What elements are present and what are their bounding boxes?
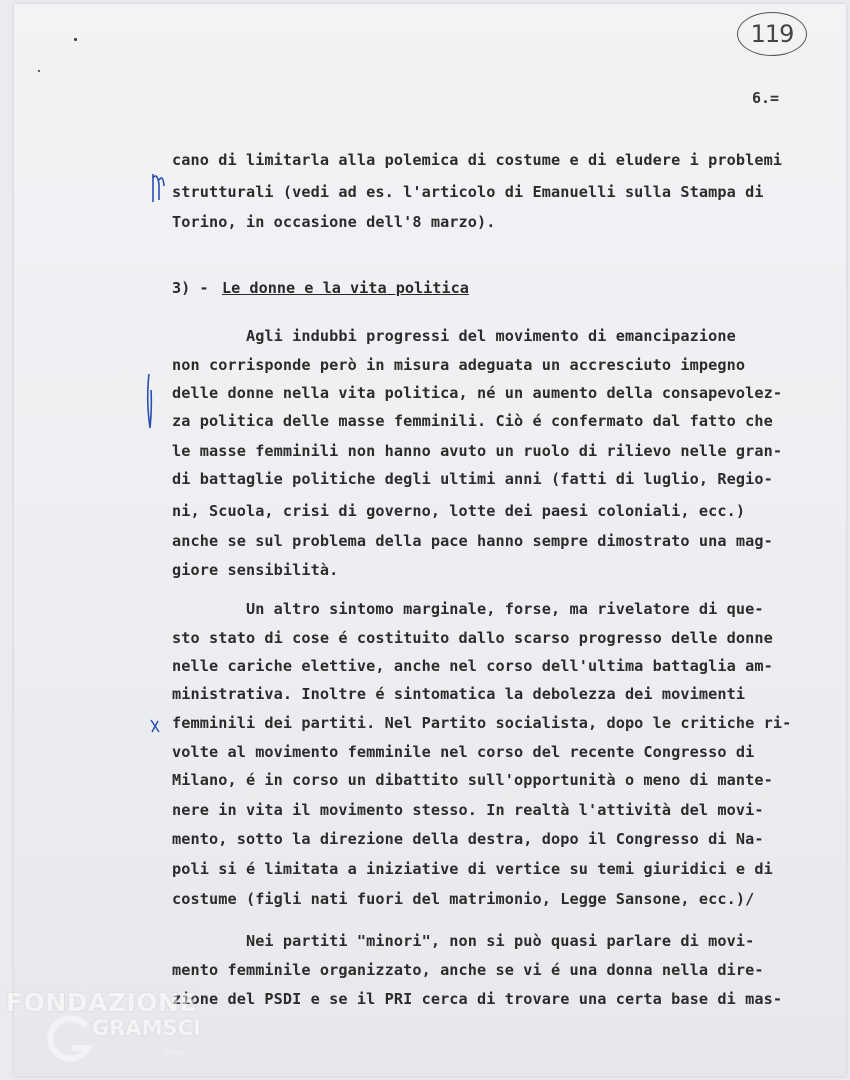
text-line: strutturali (vedi ad es. l'articolo di Emanuelli sulla Stampa di <box>172 183 764 201</box>
text-line: poli si é limitata a iniziative di vertice su temi giuridici e di <box>172 860 773 878</box>
text-line: mento, sotto la direzione della destra, dopo il Congresso di Na- <box>172 830 764 848</box>
text-line: giore sensibilità. <box>172 561 339 579</box>
margin-mark <box>148 716 162 736</box>
margin-mark <box>142 370 158 432</box>
text-line: nelle cariche elettive, anche nel corso dell'ultima battaglia am- <box>172 657 773 675</box>
text-line: mento femminile organizzato, anche se vi é una donna nella dire- <box>172 961 764 979</box>
text-line: delle donne nella vita politica, né un aumento della consapevolez- <box>172 384 783 402</box>
text-line: sto stato di cose é costituito dallo scarso progresso delle donne <box>172 629 773 647</box>
text-line: cano di limitarla alla polemica di costume e di eludere i problemi <box>172 151 783 169</box>
text-line: costume (figli nati fuori del matrimonio, Legge Sansone, ecc.)/ <box>172 890 755 908</box>
watermark-g-logo <box>42 1012 98 1068</box>
text-line: Nei partiti "minori", non si può quasi parlare di movi- <box>172 932 755 950</box>
text-line: di battaglie politiche degli ultimi anni (fatti di luglio, Regio- <box>172 470 773 488</box>
section-title: Le donne e la vita politica <box>222 279 469 297</box>
margin-mark <box>148 168 168 208</box>
text-line: nere in vita il movimento stesso. In realtà l'attività del movi- <box>172 801 764 819</box>
page-number: 6.= <box>752 89 780 107</box>
text-line: le masse femminili non hanno avuto un ruolo di rilievo nelle gran- <box>172 442 783 460</box>
text-line: ministrativa. Inoltre é sintomatica la debolezza dei movimenti <box>172 685 746 703</box>
paper-speck <box>38 70 40 72</box>
text-line: zione del PSDI e se il PRI cerca di trovare una certa base di mas- <box>172 990 783 1008</box>
section-number: 3) - <box>172 279 209 297</box>
text-line: ni, Scuola, crisi di governo, lotte dei paesi coloniali, ecc.) <box>172 502 746 520</box>
text-line: non corrisponde però in misura adeguata un accresciuto impegno <box>172 356 746 374</box>
text-line: femminili dei partiti. Nel Partito socialista, dopo le critiche ri- <box>172 714 792 732</box>
text-line: Un altro sintomo marginale, forse, ma rivelatore di que- <box>172 600 764 618</box>
text-line: volte al movimento femminile nel corso del recente Congresso di <box>172 743 755 761</box>
text-line: anche se sul problema della pace hanno sempre dimostrato una mag- <box>172 532 773 550</box>
archive-number-circled: 119 <box>737 12 807 56</box>
paper-speck <box>74 38 77 41</box>
text-line: Milano, é in corso un dibattito sull'opportunità o meno di mante- <box>172 771 773 789</box>
watermark-line1: FONDAZIONE <box>6 988 198 1017</box>
text-line: za politica delle masse femminili. Ciò é confermato dal fatto che <box>172 412 773 430</box>
text-line: Torino, in occasione dell'8 marzo). <box>172 213 496 231</box>
watermark-line2: GRAMSCI <box>92 1016 201 1040</box>
watermark-sub: onlus <box>164 1048 186 1057</box>
fondazione-gramsci-watermark <box>4 986 219 1076</box>
text-line: Agli indubbi progressi del movimento di emancipazione <box>172 327 736 345</box>
